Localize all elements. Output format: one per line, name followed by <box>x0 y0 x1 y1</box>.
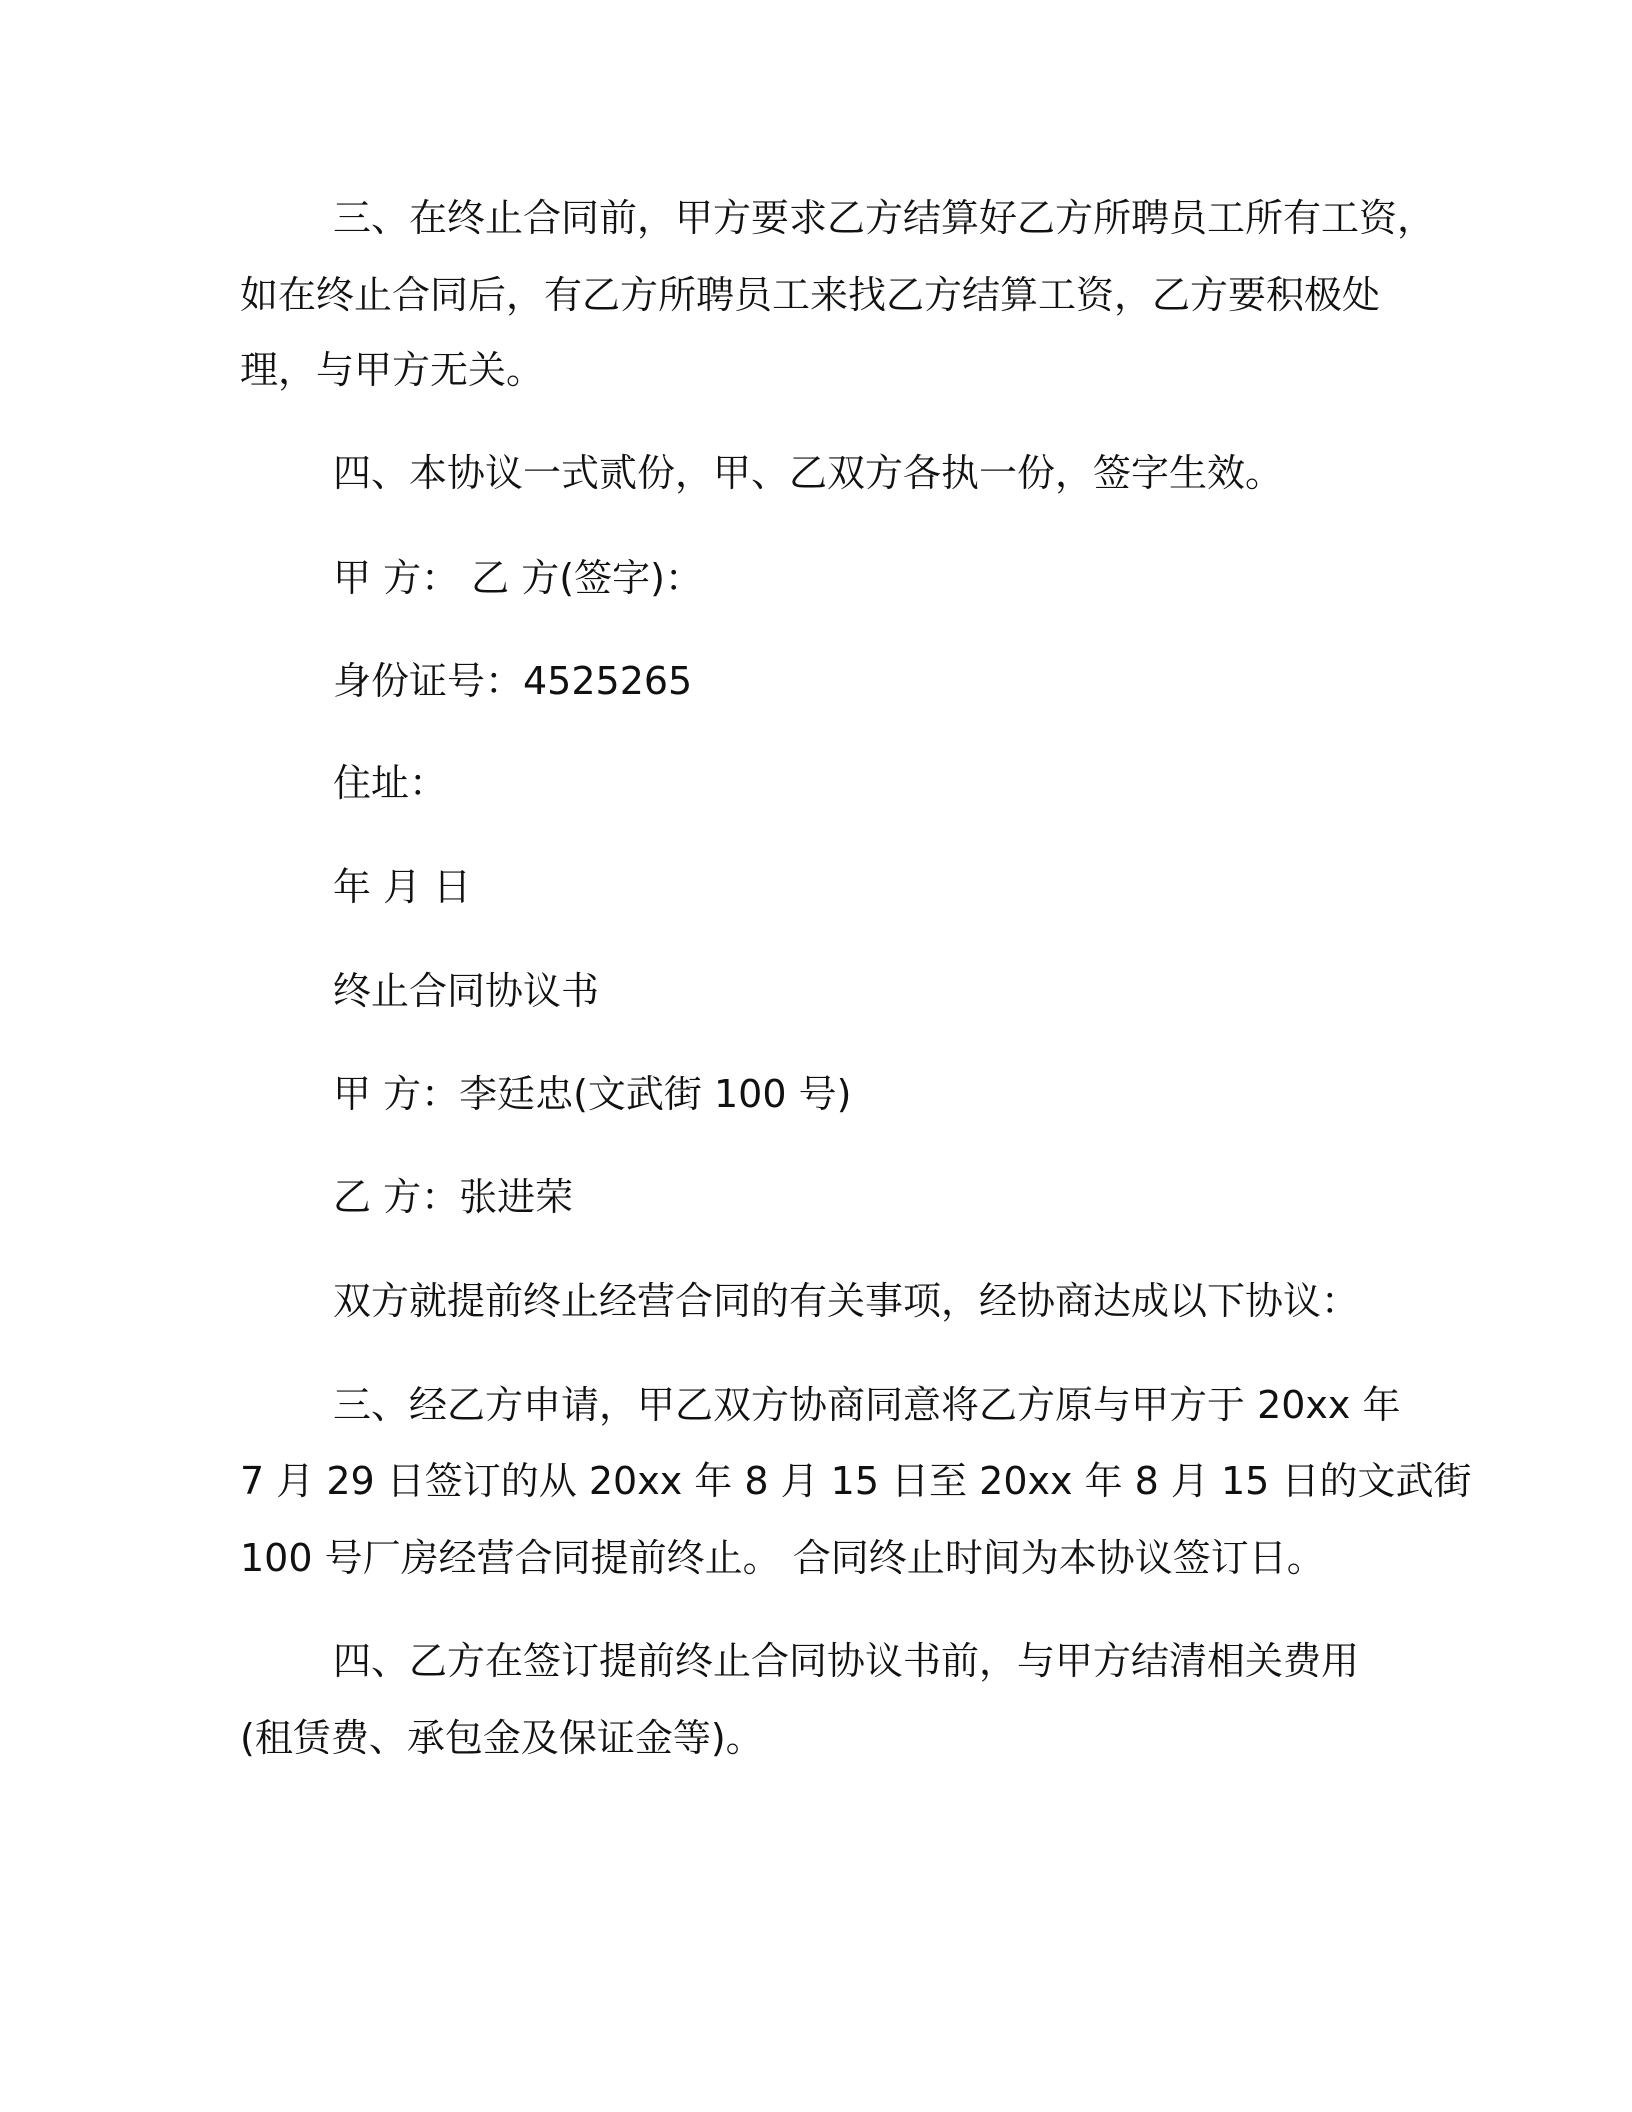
clause-3b-line-2: 7 月 29 日签订的从 20xx 年 8 月 15 日至 20xx 年 8 月 15 日的文武街 <box>240 1459 1472 1503</box>
signature-line: 甲 方： 乙 方(签字)： <box>333 556 703 600</box>
clause-3-line-3: 理，与甲方无关。 <box>240 348 545 392</box>
clause-4b-line-1: 四、乙方在签订提前终止合同协议书前，与甲方结清相关费用 <box>333 1639 1360 1683</box>
clause-3-line-2: 如在终止合同后，有乙方所聘员工来找乙方结算工资，乙方要积极处 <box>240 273 1381 317</box>
id-number-line: 身份证号：4525265 <box>333 659 693 703</box>
clause-4b-line-2: (租赁费、承包金及保证金等)。 <box>240 1716 764 1760</box>
clause-3b-line-3: 100 号厂房经营合同提前终止。 合同终止时间为本协议签订日。 <box>240 1536 1325 1580</box>
clause-4: 四、本协议一式贰份，甲、乙双方各执一份，签字生效。 <box>333 451 1284 495</box>
address-line: 住址： <box>333 761 448 805</box>
date-line: 年 月 日 <box>333 865 472 909</box>
agreement-intro: 双方就提前终止经营合同的有关事项，经协商达成以下协议： <box>333 1279 1360 1323</box>
party-a: 甲 方：李廷忠(文武街 100 号) <box>333 1072 852 1116</box>
clause-3b-line-1: 三、经乙方申请，甲乙双方协商同意将乙方原与甲方于 20xx 年 <box>333 1383 1401 1427</box>
clause-3-line-1: 三、在终止合同前，甲方要求乙方结算好乙方所聘员工所有工资， <box>333 196 1436 240</box>
document-title: 终止合同协议书 <box>333 969 600 1013</box>
party-b: 乙 方：张进荣 <box>333 1175 574 1219</box>
